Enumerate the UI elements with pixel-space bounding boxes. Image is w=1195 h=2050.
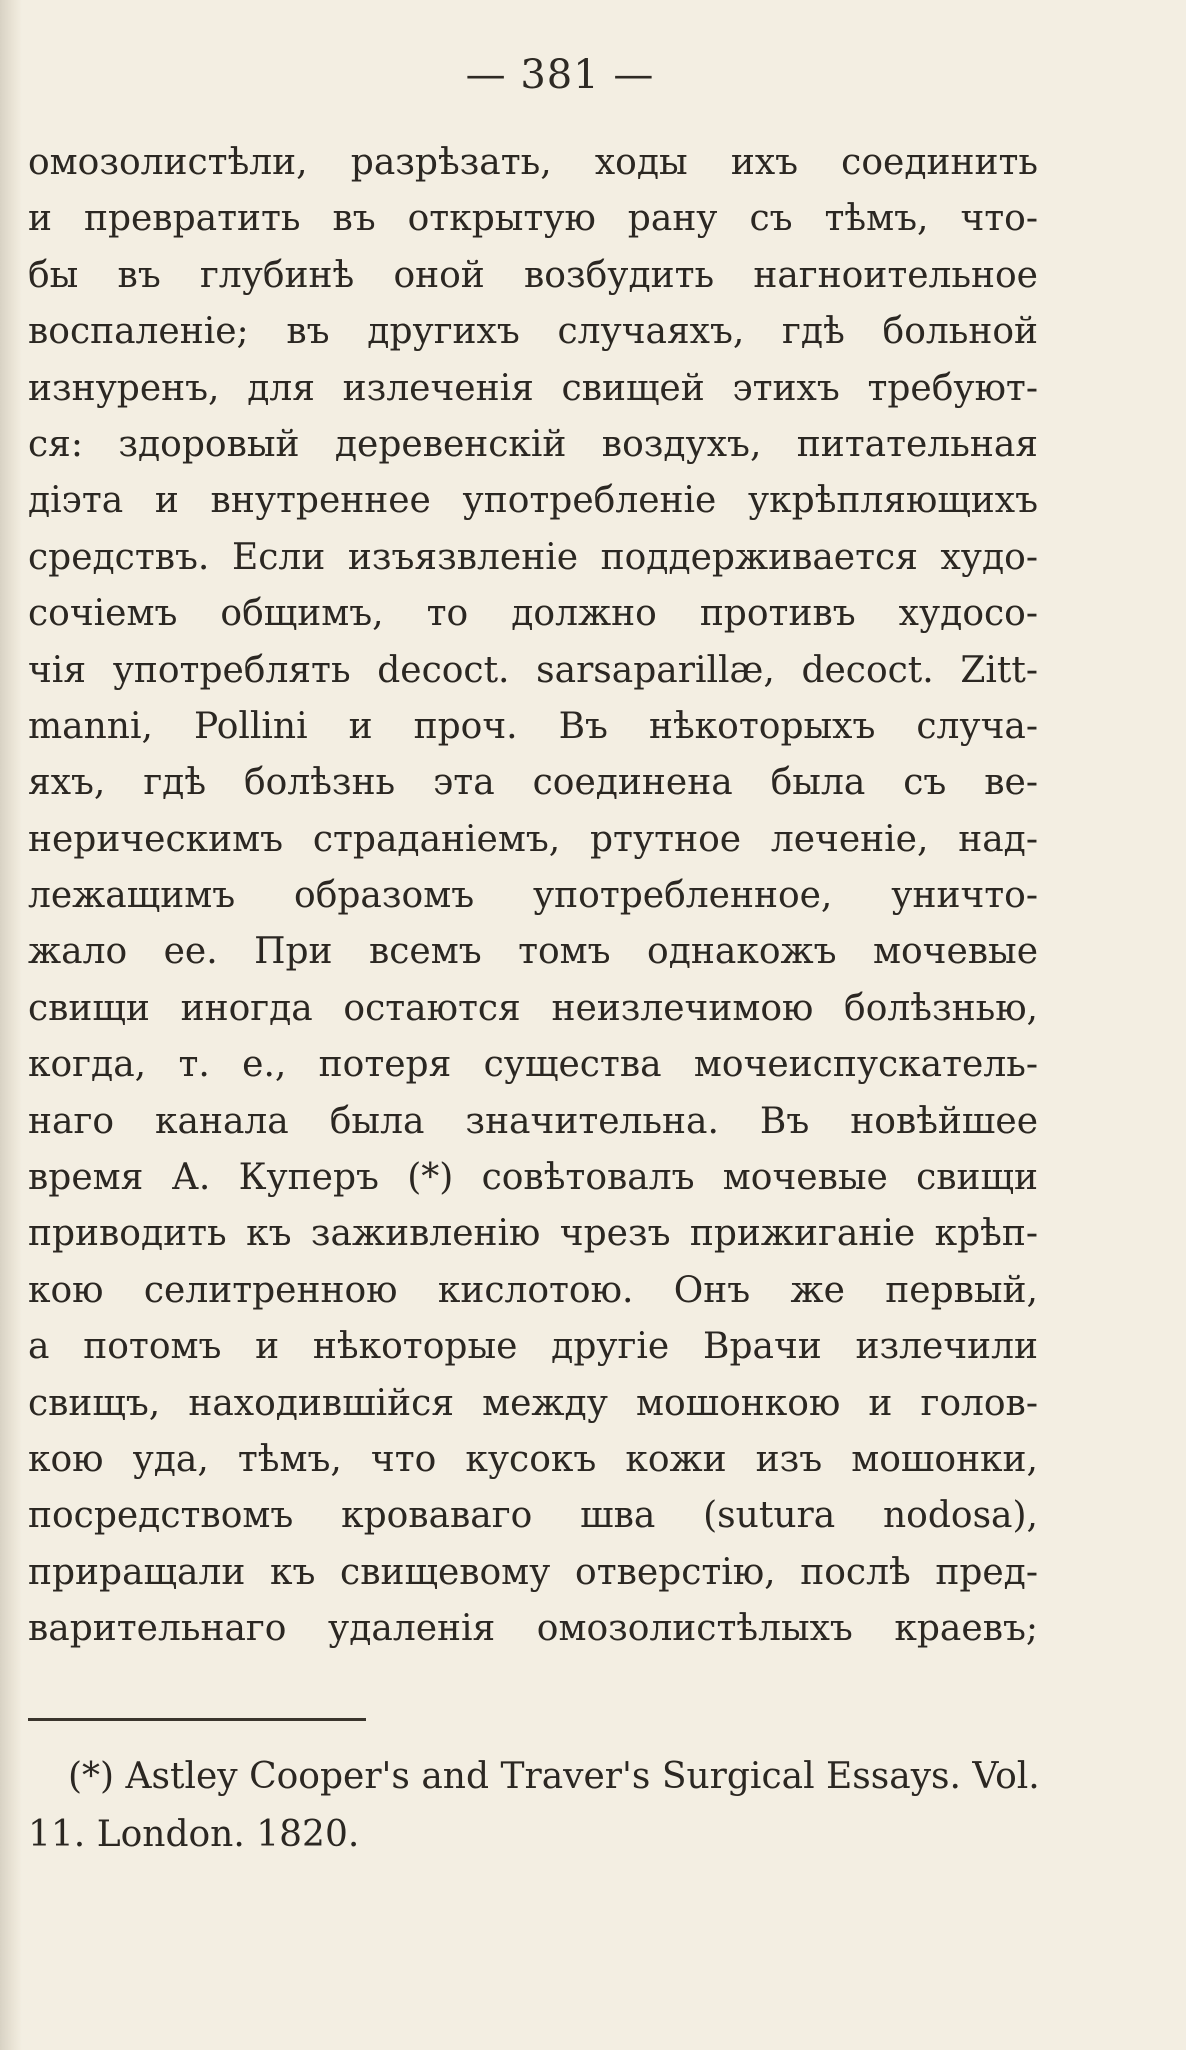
outer-margin (1186, 0, 1195, 2050)
text-line: и превратить въ открытую рану съ тѣмъ, что- (28, 198, 1038, 240)
text-line: кою уда, тѣмъ, что кусокъ кожи изъ мошонки, (28, 1438, 1038, 1480)
text-line: воспаленіе; въ другихъ случаяхъ, гдѣ больной (28, 311, 1038, 353)
text-line: а потомъ и нѣкоторые другіе Врачи излечили (28, 1326, 1038, 1368)
page-number: — 381 — (465, 52, 655, 98)
text-line: свищи иногда остаются неизлечимою болѣзнью, (28, 987, 1038, 1029)
text-line: жало ее. При всемъ томъ однакожъ мочевые (28, 931, 1038, 973)
footnote-line: (*) Astley Cooper's and Traver's Surgical Essays. Vol. (68, 1756, 1040, 1797)
text-line: посредствомъ кроваваго шва (sutura nodosa), (28, 1495, 1038, 1537)
text-line: чія употреблять decoct. sarsaparillæ, decoct. Zitt- (28, 649, 1038, 691)
text-line: нерическимъ страданіемъ, ртутное леченіе, над- (28, 818, 1038, 860)
footnote (28, 1748, 1038, 1864)
text-line: омозолистѣли, разрѣзать, ходы ихъ соединить (28, 142, 1038, 183)
text-line: ся: здоровый деревенскій воздухъ, питательная (28, 423, 1038, 465)
text-line: яхъ, гдѣ болѣзнь эта соединена была съ ве- (28, 762, 1038, 804)
text-line: приводить къ заживленію чрезъ прижиганіе крѣп- (28, 1213, 1038, 1255)
text-line: приращали къ свищевому отверстію, послѣ пред- (28, 1551, 1038, 1593)
text-line: сочіемъ общимъ, то должно противъ худосо- (28, 593, 1038, 635)
text-line: свищъ, находившійся между мошонкою и голов- (28, 1382, 1038, 1424)
text-line: кою селитренною кислотою. Онъ же первый, (28, 1269, 1038, 1311)
text-line: когда, т. е., потеря существа мочеиспускатель- (28, 1044, 1038, 1086)
text-line: діэта и внутреннее употребленіе укрѣпляющихъ (28, 480, 1038, 522)
text-line: изнуренъ, для излеченія свищей этихъ требуют- (28, 367, 1038, 409)
body-text (28, 135, 1038, 1658)
text-line: варительнаго удаленія омозолистѣлыхъ краевъ; (28, 1608, 1038, 1650)
footnote-line: 11. London. 1820. (28, 1814, 360, 1855)
text-line: manni, Pollini и проч. Въ нѣкоторыхъ случа- (28, 705, 1038, 747)
text-line: средствъ. Если изъязвленіе поддерживается худо- (28, 536, 1038, 578)
text-line: время А. Куперъ (*) совѣтовалъ мочевые свищи (28, 1157, 1038, 1199)
text-line: наго канала была значительна. Въ новѣйшее (28, 1100, 1038, 1142)
page-binding-shadow (0, 0, 22, 2050)
footnote-divider (28, 1718, 366, 1721)
text-line: бы въ глубинѣ оной возбудить нагноительное (28, 254, 1038, 296)
text-line: лежащимъ образомъ употребленное, уничто- (28, 875, 1038, 917)
